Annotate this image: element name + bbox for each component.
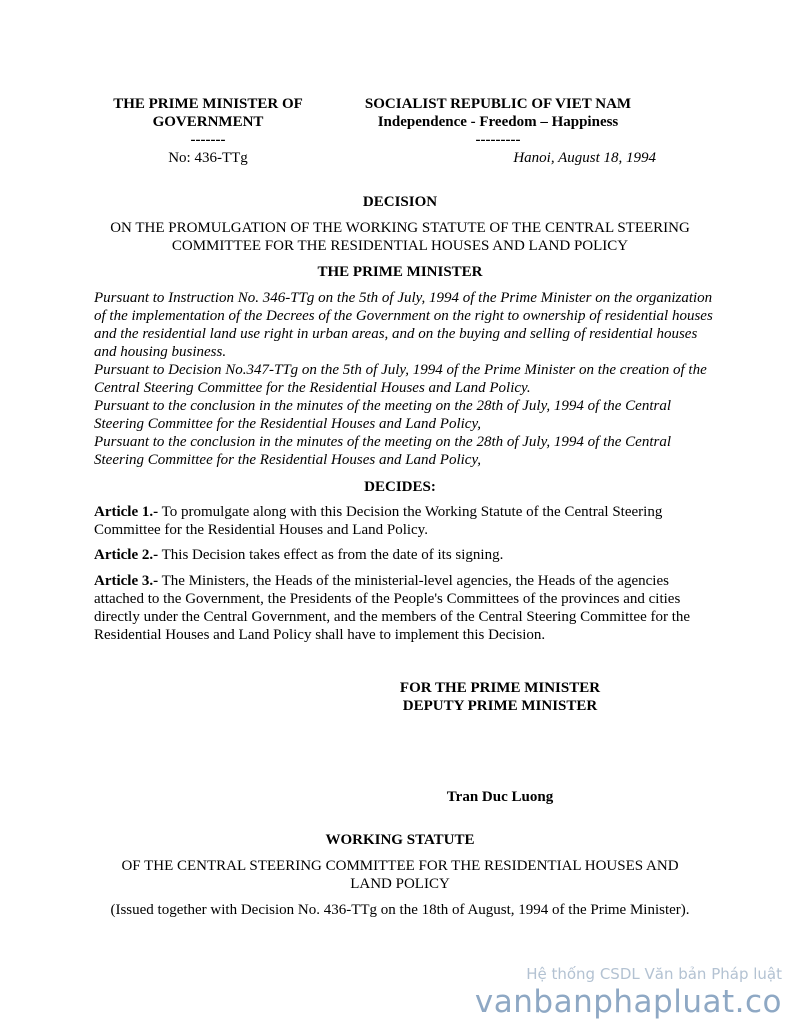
decision-subtitle: ON THE PROMULGATION OF THE WORKING STATUTE OF THE CENTRAL STEERING COMMITTEE FOR THE RESIDENTIAL HOUSES AND LAND POLICY	[110, 220, 690, 254]
document-date: Hanoi, August 18, 1994	[513, 150, 656, 166]
signature-block	[380, 679, 620, 715]
preamble	[94, 289, 714, 469]
watermark-tagline: Hệ thống CSDL Văn bản Pháp luật	[526, 965, 782, 983]
preamble-paragraph: Pursuant to the conclusion in the minutes of the meeting on the 28th of July, 1994 of the Central Steering Committee for the Residential Houses and Land Policy,	[94, 398, 672, 432]
article-3	[94, 572, 714, 644]
issuing-authority-line2: GOVERNMENT	[152, 114, 264, 130]
signer-name: Tran Duc Luong	[446, 789, 554, 805]
issuing-authority-block	[88, 95, 328, 167]
signature-title-line1: FOR THE PRIME MINISTER	[399, 680, 601, 696]
decision-title: DECISION	[362, 194, 438, 210]
motto-rule: ---------	[475, 132, 521, 148]
preamble-paragraph: Pursuant to Instruction No. 346-TTg on the 5th of July, 1994 of the Prime Minister on the organization of the implementation of the Decrees of the Government on the right to ownership of residential houses and the residential land use right in urban areas, and on the buying and selling of residential houses and housing business.	[94, 290, 713, 360]
article-2	[94, 546, 714, 564]
article-label: Article 1.-	[94, 504, 159, 520]
decides-heading: DECIDES:	[364, 479, 436, 495]
statute-subtitle: OF THE CENTRAL STEERING COMMITTEE FOR THE RESIDENTIAL HOUSES AND LAND POLICY	[121, 858, 679, 892]
document-number: No: 436-TTg	[168, 150, 248, 166]
issuer-heading: THE PRIME MINISTER	[317, 264, 483, 280]
article-text: This Decision takes effect as from the date of its signing.	[158, 547, 504, 563]
preamble-paragraph: Pursuant to Decision No.347-TTg on the 5th of July, 1994 of the Prime Minister on the creation of the Central Steering Committee for the Residential Houses and Land Policy.	[94, 362, 707, 396]
statute-title: WORKING STATUTE	[325, 832, 475, 848]
article-text: The Ministers, the Heads of the ministerial-level agencies, the Heads of the agencies attached to the Government, the Presidents of the People's Committees of the provinces and cities directly under the Central Government, and the members of the Central Steering Committee for the Residential Houses and Land Policy shall have to implement this Decision.	[94, 573, 691, 643]
watermark-site: vanbanphapluat.co	[474, 984, 782, 1020]
article-label: Article 2.-	[94, 547, 159, 563]
article-label: Article 3.-	[94, 573, 159, 589]
issuing-authority-rule: -------	[190, 132, 226, 148]
issuing-authority-line1: THE PRIME MINISTER OF	[113, 96, 303, 112]
watermark	[475, 965, 782, 1021]
article-1	[94, 503, 714, 539]
country-name: SOCIALIST REPUBLIC OF VIET NAM	[364, 96, 632, 112]
signature-title-line2: DEPUTY PRIME MINISTER	[402, 698, 598, 714]
national-motto: Independence - Freedom – Happiness	[377, 114, 619, 130]
national-motto-block	[340, 95, 656, 167]
statute-note: (Issued together with Decision No. 436-TTg on the 18th of August, 1994 of the Prime Minister).	[110, 902, 690, 918]
article-text: To promulgate along with this Decision the Working Statute of the Central Steering Committee for the Residential Houses and Land Policy.	[94, 504, 663, 538]
preamble-paragraph: Pursuant to the conclusion in the minutes of the meeting on the 28th of July, 1994 of the Central Steering Committee for the Residential Houses and Land Policy,	[94, 434, 672, 468]
